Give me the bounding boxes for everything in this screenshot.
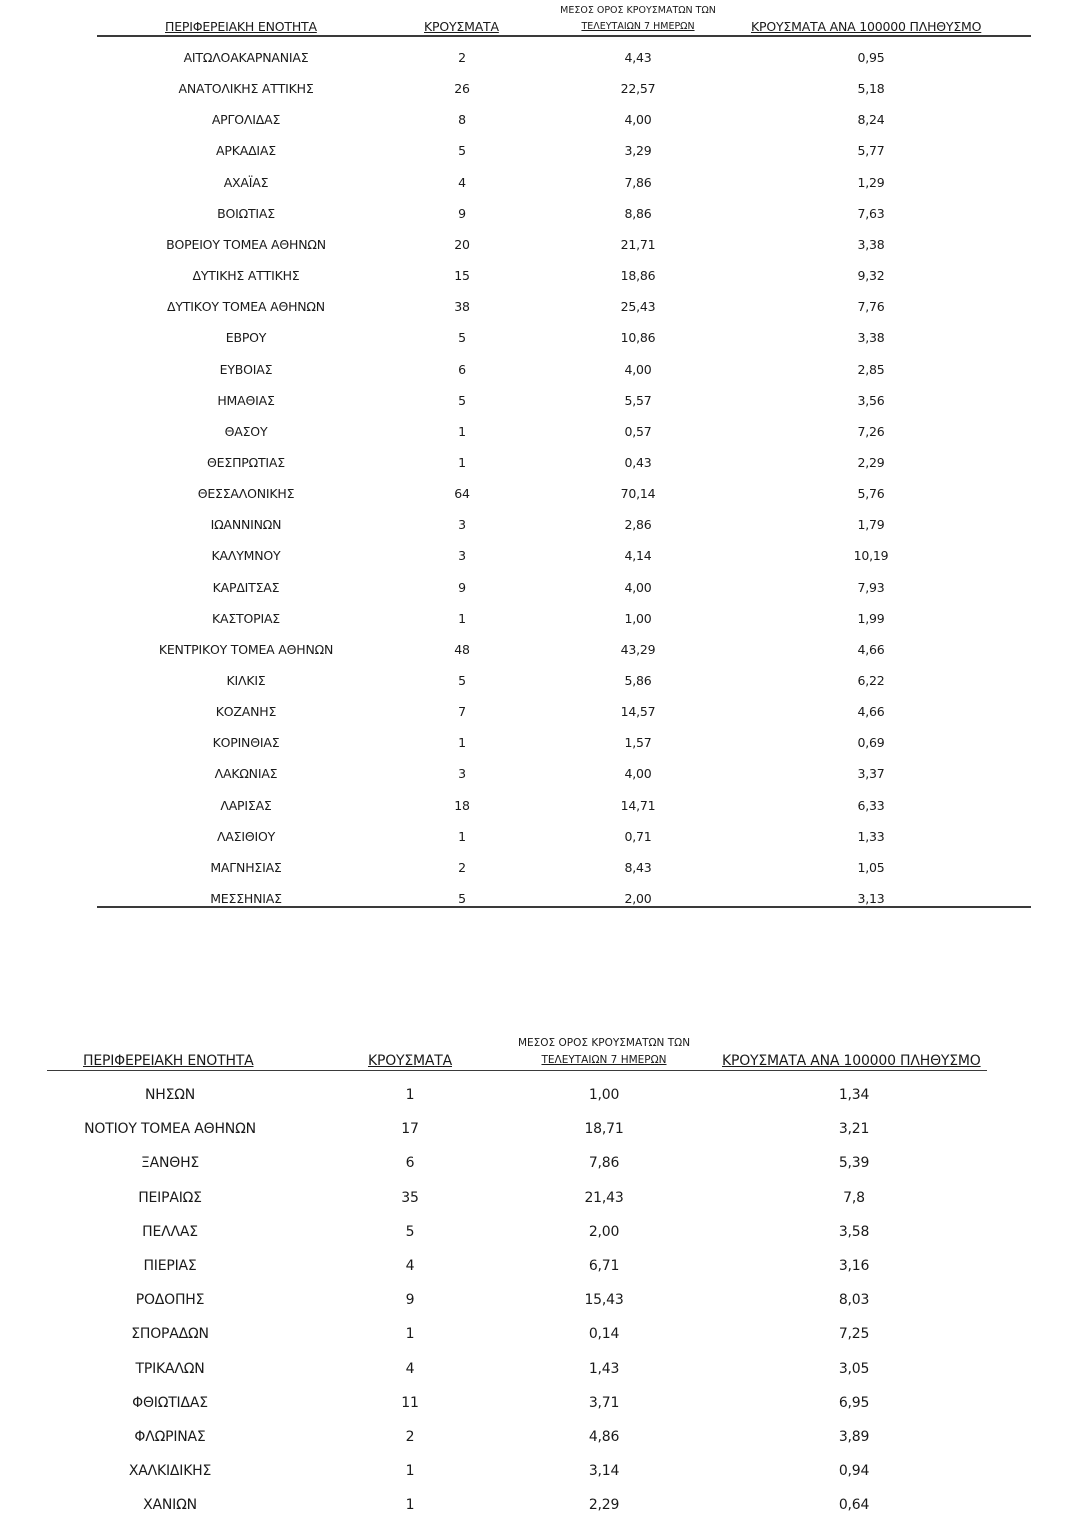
- per-100k-cell: 3,13: [857, 891, 885, 906]
- covid-cases-table-2: [0, 1030, 1073, 1513]
- per-100k-cell: 3,58: [838, 1223, 870, 1240]
- avg-7day-cell: 18,86: [620, 268, 656, 284]
- avg-7day-cell: 0,57: [624, 423, 652, 439]
- avg-7day-cell: 0,71: [624, 828, 652, 844]
- region-cell: ΞΑΝΘΗΣ: [140, 1155, 200, 1172]
- table-row: [0, 891, 1073, 911]
- cases-cell: 1: [458, 828, 466, 844]
- header-avg-line2: ΤΕΛΕΥΤΑΙΩΝ 7 ΗΜΕΡΩΝ: [541, 1054, 667, 1066]
- avg-7day-cell: 15,43: [584, 1292, 624, 1309]
- per-100k-cell: 7,26: [857, 423, 885, 439]
- cases-cell: 64: [454, 486, 470, 502]
- cases-cell: 2: [458, 50, 466, 65]
- table-row: [0, 798, 1073, 818]
- avg-7day-cell: 18,71: [584, 1121, 624, 1138]
- header-region: ΠΕΡΙΦΕΡΕΙΑΚΗ ΕΝΟΤΗΤΑ: [165, 19, 317, 34]
- per-100k-cell: 2,85: [857, 361, 885, 377]
- region-cell: ΣΠΟΡΑΔΩΝ: [131, 1326, 209, 1343]
- cases-cell: 3: [458, 517, 466, 533]
- avg-7day-cell: 10,86: [620, 330, 656, 346]
- region-cell: ΛΑΣΙΘΙΟΥ: [216, 828, 276, 844]
- avg-7day-cell: 4,43: [624, 50, 652, 65]
- cases-cell: 20: [454, 236, 470, 252]
- table-row: [0, 1190, 1073, 1210]
- cases-cell: 4: [405, 1360, 415, 1377]
- region-cell: ΧΑΛΚΙΔΙΚΗΣ: [128, 1463, 212, 1480]
- region-cell: ΒΟΙΩΤΙΑΣ: [217, 205, 275, 221]
- cases-cell: 5: [458, 891, 466, 906]
- table-row: [0, 237, 1073, 257]
- table-row: [0, 424, 1073, 444]
- table-row: [0, 268, 1073, 288]
- region-cell: ΡΟΔΟΠΗΣ: [135, 1292, 205, 1309]
- cases-cell: 2: [458, 859, 466, 875]
- table-row: [0, 829, 1073, 849]
- region-cell: ΑΡΚΑΔΙΑΣ: [216, 143, 276, 159]
- per-100k-cell: 9,32: [857, 268, 885, 284]
- region-cell: ΠΕΙΡΑΙΩΣ: [138, 1189, 202, 1206]
- table-row: [0, 704, 1073, 724]
- per-100k-cell: 1,33: [857, 828, 885, 844]
- avg-7day-cell: 0,14: [588, 1326, 620, 1343]
- table-row: [0, 175, 1073, 195]
- per-100k-cell: 0,69: [857, 735, 885, 751]
- cases-cell: 48: [454, 641, 470, 657]
- table-row: [0, 517, 1073, 537]
- per-100k-cell: 3,38: [857, 236, 885, 252]
- table-row: [0, 1463, 1073, 1483]
- cases-cell: 9: [458, 205, 466, 221]
- region-cell: ΕΒΡΟΥ: [225, 330, 267, 346]
- cases-cell: 1: [458, 423, 466, 439]
- avg-7day-cell: 5,86: [624, 673, 652, 688]
- avg-7day-cell: 4,86: [588, 1429, 620, 1445]
- table-row: [0, 580, 1073, 600]
- table-row: [0, 673, 1073, 693]
- region-cell: ΚΑΣΤΟΡΙΑΣ: [212, 610, 280, 626]
- region-cell: ΘΕΣΣΑΛΟΝΙΚΗΣ: [197, 486, 295, 502]
- region-cell: ΜΑΓΝΗΣΙΑΣ: [210, 859, 282, 875]
- per-100k-cell: 3,38: [857, 330, 885, 346]
- per-100k-cell: 7,8: [843, 1189, 865, 1206]
- avg-7day-cell: 4,14: [624, 548, 652, 564]
- table-row: [0, 455, 1073, 475]
- region-cell: ΚΟΖΑΝΗΣ: [215, 704, 277, 720]
- per-100k-cell: 1,05: [857, 859, 885, 875]
- per-100k-cell: 7,93: [857, 579, 885, 595]
- avg-7day-cell: 5,57: [624, 392, 652, 408]
- avg-7day-cell: 2,00: [624, 891, 652, 906]
- avg-7day-cell: 22,57: [620, 81, 656, 97]
- table-row: [0, 1497, 1073, 1517]
- per-100k-cell: 8,24: [857, 112, 885, 128]
- cases-cell: 5: [458, 392, 466, 408]
- header-avg-line1: ΜΕΣΟΣ ΟΡΟΣ ΚΡΟΥΣΜΑΤΩΝ ΤΩΝ: [560, 5, 716, 16]
- table-row: [0, 1155, 1073, 1175]
- avg-7day-cell: 14,57: [620, 704, 656, 720]
- per-100k-cell: 4,66: [857, 704, 885, 720]
- region-cell: ΘΕΣΠΡΩΤΙΑΣ: [207, 454, 285, 470]
- region-cell: ΘΑΣΟΥ: [224, 423, 268, 439]
- per-100k-cell: 3,21: [838, 1121, 870, 1138]
- avg-7day-cell: 21,71: [620, 236, 656, 252]
- bottom-rule: [97, 906, 1031, 908]
- table-row: [0, 1361, 1073, 1381]
- per-100k-cell: 1,99: [857, 610, 885, 626]
- table-row: [0, 642, 1073, 662]
- header-cases: ΚΡΟΥΣΜΑΤΑ: [424, 19, 499, 34]
- avg-7day-cell: 4,00: [624, 579, 652, 595]
- region-cell: ΚΕΝΤΡΙΚΟΥ ΤΟΜΕΑ ΑΘΗΝΩΝ: [158, 641, 334, 657]
- avg-7day-cell: 3,71: [588, 1394, 620, 1411]
- cases-cell: 1: [458, 454, 466, 470]
- avg-7day-cell: 4,00: [624, 112, 652, 128]
- table-row: [0, 1224, 1073, 1244]
- per-100k-cell: 0,95: [857, 50, 885, 65]
- table-row: [0, 1429, 1073, 1449]
- table-row: [0, 1258, 1073, 1278]
- per-100k-cell: 2,29: [857, 454, 885, 470]
- header-avg-line1: ΜΕΣΟΣ ΟΡΟΣ ΚΡΟΥΣΜΑΤΩΝ ΤΩΝ: [517, 1037, 691, 1049]
- avg-7day-cell: 7,86: [588, 1155, 620, 1172]
- header-rule: [47, 1070, 987, 1071]
- region-cell: ΔΥΤΙΚΟΥ ΤΟΜΕΑ ΑΘΗΝΩΝ: [167, 299, 325, 315]
- header-per100k: ΚΡΟΥΣΜΑΤΑ ΑΝΑ 100000 ΠΛΗΘΥΣΜΟ: [751, 19, 982, 34]
- per-100k-cell: 3,05: [838, 1360, 870, 1377]
- region-cell: ΕΥΒΟΙΑΣ: [219, 361, 273, 377]
- avg-7day-cell: 4,00: [624, 766, 652, 782]
- table-row: [0, 143, 1073, 163]
- cases-cell: 8: [458, 112, 466, 128]
- header-cases: ΚΡΟΥΣΜΑΤΑ: [368, 1053, 453, 1069]
- avg-7day-cell: 21,43: [584, 1189, 624, 1206]
- table-row: [0, 548, 1073, 568]
- cases-cell: 2: [405, 1429, 415, 1445]
- cases-cell: 7: [458, 704, 466, 720]
- table-row: [0, 81, 1073, 101]
- avg-7day-cell: 2,00: [588, 1223, 620, 1240]
- avg-7day-cell: 6,71: [588, 1258, 620, 1274]
- table-row: [0, 1087, 1073, 1107]
- cases-cell: 17: [401, 1121, 419, 1138]
- table-row: [0, 393, 1073, 413]
- cases-cell: 15: [454, 268, 470, 284]
- per-100k-cell: 5,76: [857, 486, 885, 502]
- region-cell: ΧΑΝΙΩΝ: [143, 1497, 197, 1514]
- table-row: [0, 1326, 1073, 1346]
- region-cell: ΜΕΣΣΗΝΙΑΣ: [210, 891, 282, 906]
- table-row: [0, 1121, 1073, 1141]
- header-avg: [518, 1035, 690, 1069]
- region-cell: ΚΟΡΙΝΘΙΑΣ: [212, 735, 280, 751]
- region-cell: ΑΙΤΩΛΟΑΚΑΡΝΑΝΙΑΣ: [183, 50, 309, 65]
- avg-7day-cell: 1,57: [624, 735, 652, 751]
- avg-7day-cell: 2,86: [624, 517, 652, 533]
- cases-cell: 11: [401, 1394, 419, 1411]
- per-100k-cell: 3,37: [857, 766, 885, 782]
- per-100k-cell: 3,56: [857, 392, 885, 408]
- avg-7day-cell: 43,29: [620, 641, 656, 657]
- cases-cell: 5: [458, 330, 466, 346]
- region-cell: ΑΧΑΪΑΣ: [223, 174, 269, 190]
- per-100k-cell: 3,16: [838, 1258, 870, 1274]
- avg-7day-cell: 1,43: [588, 1360, 620, 1377]
- per-100k-cell: 0,64: [838, 1497, 870, 1514]
- cases-cell: 4: [405, 1258, 415, 1274]
- table-row: [0, 206, 1073, 226]
- table-row: [0, 112, 1073, 132]
- region-cell: ΛΑΡΙΣΑΣ: [220, 797, 272, 813]
- cases-cell: 1: [405, 1087, 415, 1103]
- cases-cell: 1: [458, 735, 466, 751]
- per-100k-cell: 3,89: [838, 1429, 870, 1445]
- per-100k-cell: 7,76: [857, 299, 885, 315]
- table-row: [0, 766, 1073, 786]
- cases-cell: 18: [454, 797, 470, 813]
- per-100k-cell: 7,25: [838, 1326, 870, 1343]
- avg-7day-cell: 3,29: [624, 143, 652, 159]
- avg-7day-cell: 4,00: [624, 361, 652, 377]
- table-row: [0, 860, 1073, 880]
- cases-cell: 5: [458, 143, 466, 159]
- cases-cell: 1: [458, 610, 466, 626]
- per-100k-cell: 8,03: [838, 1292, 870, 1309]
- region-cell: ΗΜΑΘΙΑΣ: [217, 392, 275, 408]
- per-100k-cell: 6,95: [838, 1394, 870, 1411]
- avg-7day-cell: 1,00: [624, 610, 652, 626]
- cases-cell: 1: [405, 1326, 415, 1343]
- per-100k-cell: 6,33: [857, 797, 885, 813]
- header-per100k: ΚΡΟΥΣΜΑΤΑ ΑΝΑ 100000 ΠΛΗΘΥΣΜΟ: [722, 1053, 981, 1069]
- per-100k-cell: 1,34: [838, 1087, 870, 1103]
- per-100k-cell: 6,22: [857, 673, 885, 688]
- avg-7day-cell: 1,00: [588, 1087, 620, 1103]
- table-row: [0, 611, 1073, 631]
- avg-7day-cell: 25,43: [620, 299, 656, 315]
- per-100k-cell: 1,29: [857, 174, 885, 190]
- table-row: [0, 299, 1073, 319]
- per-100k-cell: 5,77: [857, 143, 885, 159]
- per-100k-cell: 7,63: [857, 205, 885, 221]
- cases-cell: 6: [405, 1155, 415, 1172]
- cases-cell: 35: [401, 1189, 419, 1206]
- per-100k-cell: 1,79: [857, 517, 885, 533]
- per-100k-cell: 5,18: [857, 81, 885, 97]
- avg-7day-cell: 70,14: [620, 486, 656, 502]
- cases-cell: 1: [405, 1463, 415, 1480]
- cases-cell: 9: [405, 1292, 415, 1309]
- per-100k-cell: 4,66: [857, 641, 885, 657]
- region-cell: ΔΥΤΙΚΗΣ ΑΤΤΙΚΗΣ: [192, 268, 300, 284]
- table-row: [0, 486, 1073, 506]
- per-100k-cell: 5,39: [838, 1155, 870, 1172]
- avg-7day-cell: 0,43: [624, 454, 652, 470]
- region-cell: ΚΑΛΥΜΝΟΥ: [211, 548, 281, 564]
- region-cell: ΠΙΕΡΙΑΣ: [143, 1258, 197, 1274]
- cases-cell: 9: [458, 579, 466, 595]
- table-row: [0, 735, 1073, 755]
- table-row: [0, 362, 1073, 382]
- region-cell: ΝΗΣΩΝ: [144, 1087, 196, 1103]
- avg-7day-cell: 3,14: [588, 1463, 620, 1480]
- region-cell: ΠΕΛΛΑΣ: [142, 1223, 198, 1240]
- per-100k-cell: 0,94: [838, 1463, 870, 1480]
- region-cell: ΦΛΩΡΙΝΑΣ: [134, 1429, 206, 1445]
- cases-cell: 26: [454, 81, 470, 97]
- avg-7day-cell: 8,86: [624, 205, 652, 221]
- table-row: [0, 330, 1073, 350]
- cases-cell: 6: [458, 361, 466, 377]
- avg-7day-cell: 7,86: [624, 174, 652, 190]
- region-cell: ΚΑΡΔΙΤΣΑΣ: [212, 579, 280, 595]
- region-cell: ΚΙΛΚΙΣ: [226, 673, 266, 688]
- avg-7day-cell: 2,29: [588, 1497, 620, 1514]
- cases-cell: 4: [458, 174, 466, 190]
- region-cell: ΛΑΚΩΝΙΑΣ: [214, 766, 278, 782]
- table-row: [0, 1395, 1073, 1415]
- header-avg: [560, 3, 716, 35]
- region-cell: ΦΘΙΩΤΙΔΑΣ: [132, 1394, 208, 1411]
- cases-cell: 5: [458, 673, 466, 688]
- avg-7day-cell: 8,43: [624, 859, 652, 875]
- region-cell: ΙΩΑΝΝΙΝΩΝ: [210, 517, 282, 533]
- cases-cell: 1: [405, 1497, 415, 1514]
- per-100k-cell: 10,19: [853, 548, 889, 564]
- cases-cell: 3: [458, 548, 466, 564]
- header-avg-line2: ΤΕΛΕΥΤΑΙΩΝ 7 ΗΜΕΡΩΝ: [581, 21, 695, 32]
- cases-cell: 3: [458, 766, 466, 782]
- table-row: [0, 50, 1073, 70]
- region-cell: ΝΟΤΙΟΥ ΤΟΜΕΑ ΑΘΗΝΩΝ: [84, 1121, 256, 1138]
- region-cell: ΑΡΓΟΛΙΔΑΣ: [211, 112, 281, 128]
- table-row: [0, 1292, 1073, 1312]
- avg-7day-cell: 14,71: [620, 797, 656, 813]
- region-cell: ΤΡΙΚΑΛΩΝ: [135, 1360, 205, 1377]
- region-cell: ΑΝΑΤΟΛΙΚΗΣ ΑΤΤΙΚΗΣ: [178, 81, 314, 97]
- region-cell: ΒΟΡΕΙΟΥ ΤΟΜΕΑ ΑΘΗΝΩΝ: [166, 236, 326, 252]
- cases-cell: 5: [405, 1223, 415, 1240]
- cases-cell: 38: [454, 299, 470, 315]
- header-region: ΠΕΡΙΦΕΡΕΙΑΚΗ ΕΝΟΤΗΤΑ: [83, 1053, 254, 1069]
- header-rule: [97, 35, 1031, 37]
